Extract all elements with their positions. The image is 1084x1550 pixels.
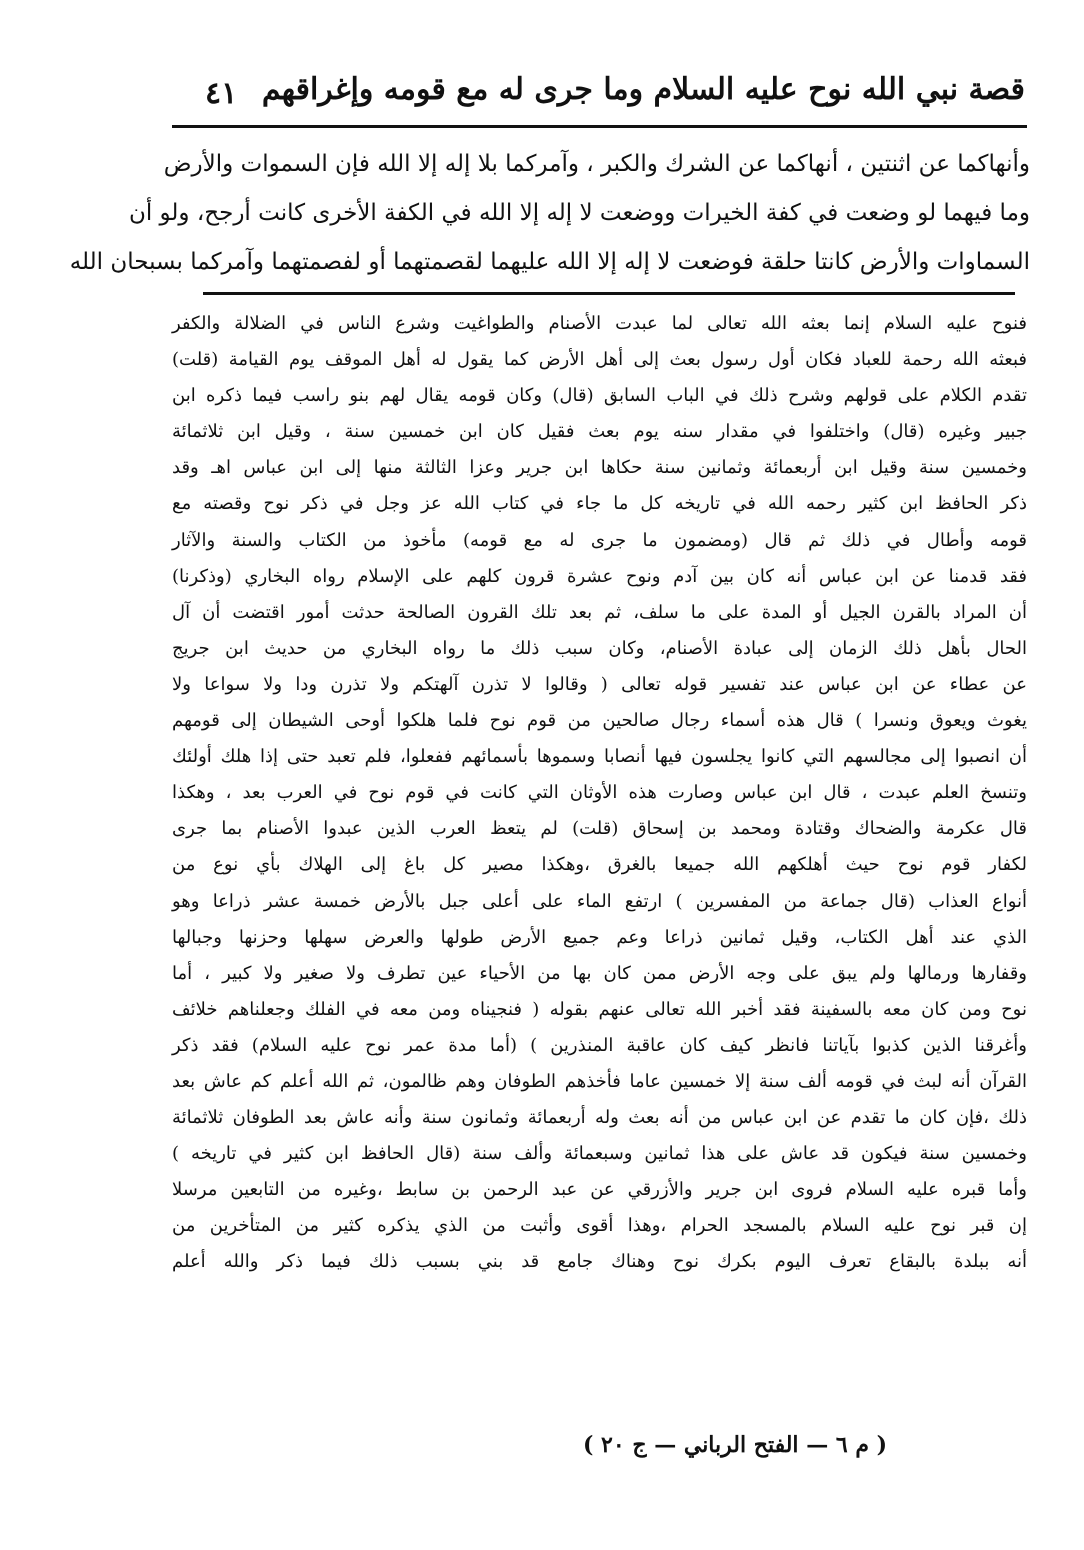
commentary-line bbox=[172, 1353, 1027, 1389]
commentary-line: وأغرقنا الذين كذبوا بآياتنا فانظر كيف كان عاقبة المنذرين ) (أما مدة عمر نوح عليه السلام) فقد ذكر bbox=[172, 1034, 1027, 1056]
commentary-line: فقد قدمنا عن ابن عباس أنه كان بين آدم ونوح عشرة قرون كلهم على الإسلام رواه البخاري (وذكرنا) bbox=[172, 565, 1027, 587]
main-text-line: وما فيهما لو وضعت في كفة الخيرات ووضعت لا إله إلا الله في الكفة الأخرى كانت أرجح، ولو أن bbox=[128, 200, 1030, 226]
commentary-line: وقفارها ورمالها ولم يبق على وجه الأرض ممن كان بها من الأحياء عين تطرف ولا صغير ولا كبير ، أما bbox=[172, 962, 1027, 984]
commentary-line: ذكر الحافظ ابن كثير رحمه الله في تاريخه كل ما جاء في كتاب الله عز وجل في ذكر نوح وقصته مع bbox=[172, 493, 1027, 515]
commentary-line: وأما قبره عليه السلام فروى ابن جرير والأزرقي عن عبد الرحمن بن سابط ،وغيره من التابعين مرسلا bbox=[172, 1179, 1027, 1201]
signature-mark: ( م ٦ — الفتح الرباني — ج ٢٠ ) bbox=[582, 1432, 888, 1458]
commentary-line: فبعثه الله رحمة للعباد فكان أول رسول بعث إلى أهل الأرض كما يقول له أهل الموقف يوم القيامة (قلت) bbox=[172, 349, 1027, 371]
running-title: قصة نبي الله نوح عليه السلام وما جرى له مع قومه وإغراقهم bbox=[261, 72, 1025, 107]
commentary-line: نوح ومن كان معه بالسفينة فقد أخبر الله تعالى عنهم بقوله ( فنجيناه ومن معه في الفلك وجعلناهم خلائف bbox=[172, 998, 1027, 1020]
main-text bbox=[69, 140, 1030, 287]
commentary-line: وخمسين سنة وقيل ابن أربعمائة وثمانين سنة حكاها ابن جرير وعزا الثالثة منها إلى ابن عباس اهـ وقد bbox=[172, 457, 1028, 479]
commentary-line: عن عطاء عن ابن عباس عند تفسير قوله تعالى ( وقالوا لا تذرن آلهتكم ولا تذرن ودا ولا سواعا ولا bbox=[172, 673, 1027, 695]
commentary bbox=[172, 306, 1027, 1425]
page-number: ٤١ bbox=[205, 76, 238, 111]
commentary-line: ذلك ،فإن كان ما تقدم عن ابن عباس من أنه بعث وله أربعمائة وثمانون سنة وأنه عاش بعد الطوفان ثلاثمائة bbox=[172, 1107, 1027, 1129]
commentary-line: يغوث ويعوق ونسرا ) قال هذه أسماء رجال صالحين من قوم نوح فلما هلكوا أوحى الشيطان إلى قومهم bbox=[172, 710, 1027, 732]
commentary-line: لكفار قوم نوح حيث أهلكهم الله جميعا بالغرق ،وهكذا مصير كل باغ إلى الهلاك بأي نوع من bbox=[172, 854, 1027, 876]
commentary-line: أن انصبوا إلى مجالسهم التي كانوا يجلسون فيها أنصابا وسموها بأسمائهم ففعلوا، فلم تعبد حتى إذا هلك أولئك bbox=[172, 746, 1027, 768]
main-text-line: وأنهاكما عن اثنتين ، أنهاكما عن الشرك والكبر ، وآمركما بلا إله إلا الله فإن السموات والأرض bbox=[163, 151, 1030, 177]
commentary-line: قومه وأطال في ذلك ثم قال (ومضمون ما جرى له مع قومه) مأخوذ من الكتاب والسنة والآثار bbox=[172, 529, 1027, 551]
commentary-line: أنه ببلدة بالبقاع تعرف اليوم بكرك نوح وهناك جامع قد بني بسبب ذلك فيما ذكر والله أعلم bbox=[172, 1251, 1027, 1273]
commentary-line: إن قبر نوح عليه السلام بالمسجد الحرام ،وهذا أقوى وأثبت من الذي يذكره كثير من المتأخرين من bbox=[172, 1215, 1027, 1237]
commentary-line: قال عكرمة والضحاك وقتادة ومحمد بن إسحاق (قلت) لم يتعظ العرب الذين عبدوا الأصنام بما جرى bbox=[172, 818, 1027, 840]
commentary-line: تقدم الكلام على قولهم وشرح ذلك في الباب السابق (قال) وكان قومه يقال لهم بنو راسب فيما ذكره ابن bbox=[172, 385, 1027, 407]
commentary-line bbox=[172, 1317, 1027, 1353]
separator-rule bbox=[203, 292, 1015, 295]
commentary-line: الحال بأهل ذلك الزمان إلى عبادة الأصنام، وكان سبب ذلك ما رواه البخاري من حديث ابن جريج bbox=[172, 637, 1027, 659]
main-text-line: السماوات والأرض كانتا حلقة فوضعت لا إله إلا الله عليهما لقصمتهما أو لفصمتهما وآمركما بسبحان الله bbox=[69, 249, 1030, 275]
commentary-line: أنواع العذاب (قال جماعة من المفسرين ) ارتفع الماء على أعلى جبل بالأرض خمسة عشر ذراعا وهو bbox=[172, 890, 1027, 912]
commentary-line bbox=[172, 1281, 1027, 1317]
page-header bbox=[175, 70, 1025, 120]
commentary-line bbox=[172, 1389, 1027, 1425]
commentary-line: الذي عند أهل الكتاب، وقيل ثمانين ذراعا وعم جميع الأرض طولها والعرض سهلها وحزنها وجبالها bbox=[172, 926, 1027, 948]
commentary-line: جبير وغيره (قال) واختلفوا في مقدار سنه يوم بعث فقيل كان ابن خمسين سنة ، وقيل ابن ثلاثمائة bbox=[172, 421, 1027, 443]
commentary-line: وخمسين سنة فيكون قد عاش على هذا ثمانين وسبعمائة وألف سنة (قال الحافظ ابن كثير في تاريخه ) bbox=[172, 1143, 1027, 1165]
commentary-line: فنوح عليه السلام إنما بعثه الله تعالى لما عبدت الأصنام والطواغيت وشرع الناس في الضلالة والكفر bbox=[172, 313, 1027, 334]
commentary-line: وتنسخ العلم عبدت ، قال ابن عباس وصارت هذه الأوثان التي كانت في قوم نوح في العرب بعد ، وهكذا bbox=[172, 782, 1027, 804]
header-rule bbox=[172, 125, 1027, 128]
commentary-line: أن المراد بالقرن الجيل أو المدة على ما سلف، ثم بعد تلك القرون الصالحة حدثت أمور اقتضت أن آل bbox=[172, 601, 1027, 623]
commentary-line: القرآن أنه لبث في قومه ألف سنة إلا خمسين عاما فأخذهم الطوفان وهم ظالمون، ثم الله أعلم كم عاش بعد bbox=[172, 1070, 1027, 1092]
